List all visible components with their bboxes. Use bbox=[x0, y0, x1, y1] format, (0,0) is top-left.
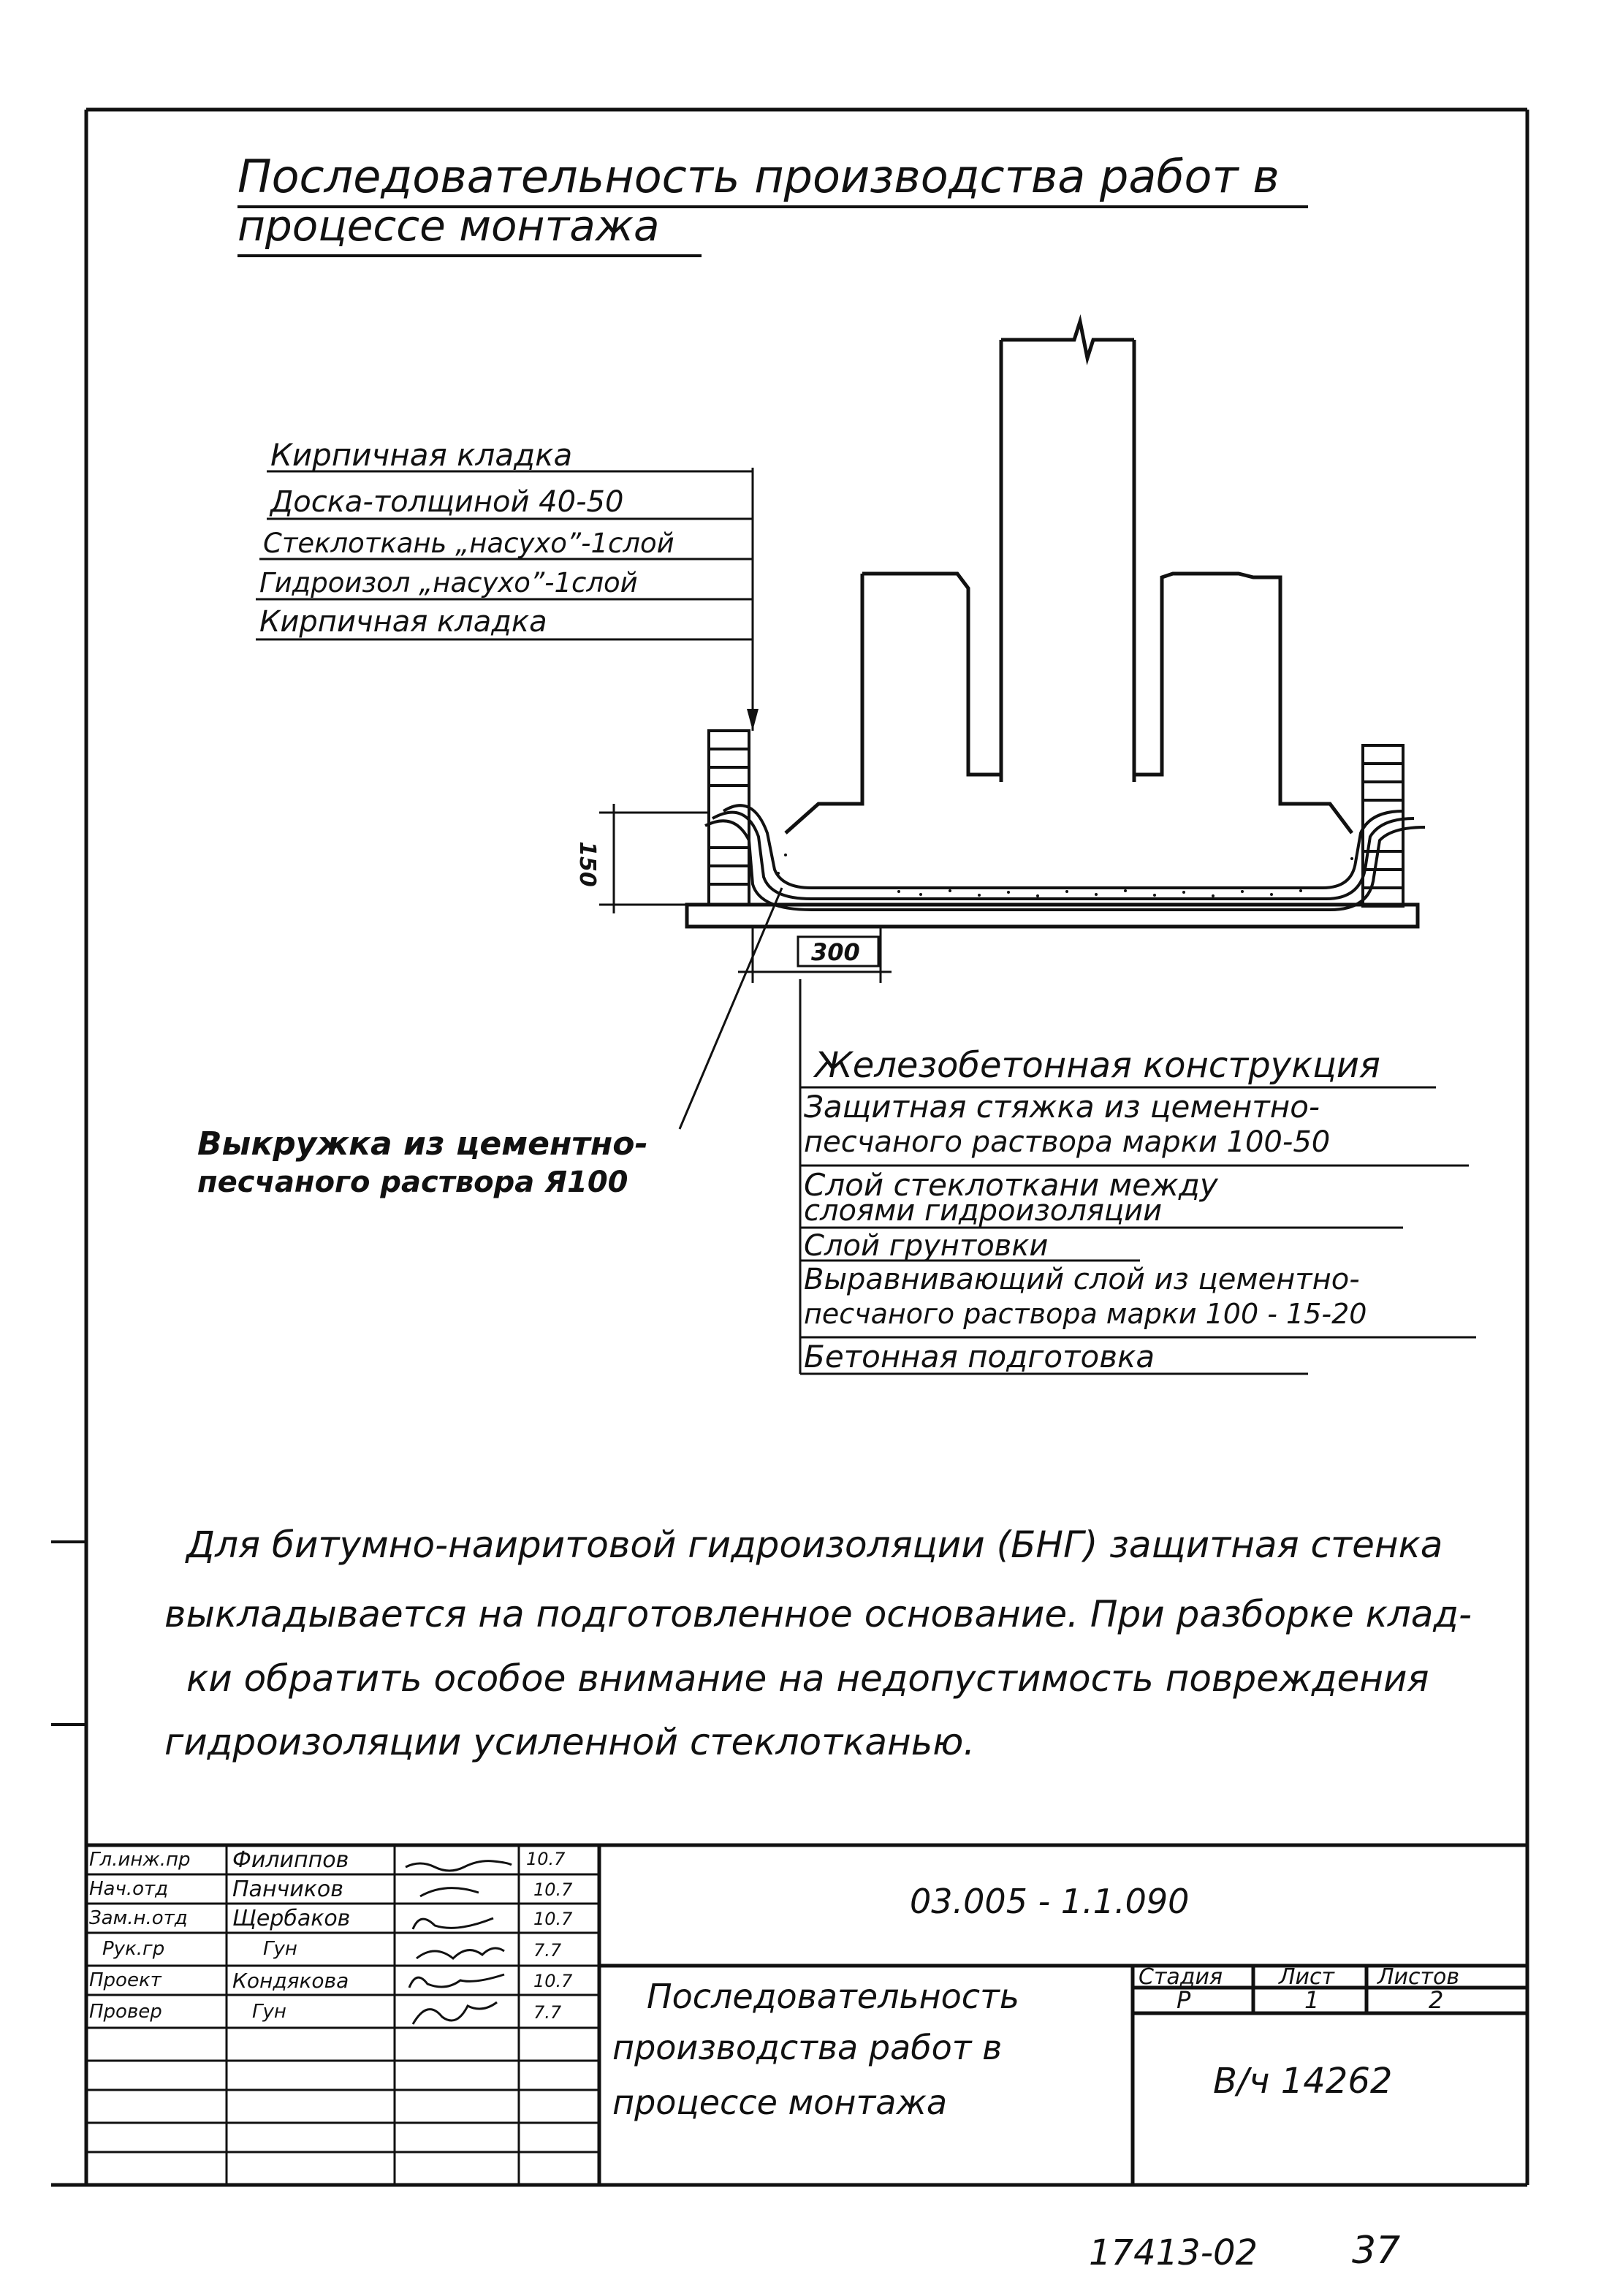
sheets-label: Листов bbox=[1377, 1964, 1460, 1990]
left-label-3: Стеклоткань „насухо”-1слой bbox=[263, 528, 674, 559]
signatures bbox=[406, 1861, 512, 2024]
right-label-3: песчаного раствора марки 100-50 bbox=[804, 1125, 1331, 1159]
leader-arrow bbox=[747, 709, 759, 731]
organization: В/ч 14262 bbox=[1213, 2061, 1393, 2102]
sheet-title-2: производства работ в bbox=[612, 2028, 1003, 2067]
right-label-7: Выравнивающий слой из цементно- bbox=[804, 1263, 1360, 1296]
right-label-9: Бетонная подготовка bbox=[804, 1339, 1155, 1375]
left-label-2: Доска-толщиной 40-50 bbox=[270, 485, 624, 519]
vykruzhka-line2: песчаного раствора Я100 bbox=[197, 1166, 628, 1199]
stamp-date-3: 10.7 bbox=[533, 1909, 573, 1929]
sheets-value: 2 bbox=[1429, 1986, 1444, 2014]
stamp-role-1: Гл.инж.пр bbox=[89, 1849, 191, 1871]
note-line-1: Для битумно-наиритовой гидроизоляции (БНГ) защитная стенка bbox=[186, 1524, 1443, 1566]
stamp-role-4: Рук.гр bbox=[102, 1938, 165, 1960]
stamp-role-5: Проект bbox=[89, 1969, 161, 1991]
note-line-3: ки обратить особое внимание на недопустимость повреждения bbox=[186, 1657, 1429, 1700]
stage-value: Р bbox=[1177, 1986, 1191, 2014]
dimension-150-label: 150 bbox=[574, 841, 600, 887]
note-line-2: выкладывается на подготовленное основание. При разборке клад- bbox=[164, 1593, 1472, 1635]
stamp-role-6: Провер bbox=[89, 2001, 162, 2023]
right-label-6: Слой грунтовки bbox=[804, 1229, 1049, 1263]
page-title-line1: Последовательность производства работ в bbox=[237, 150, 1280, 203]
footer-number: 17413-02 bbox=[1089, 2232, 1258, 2273]
stamp-date-2: 10.7 bbox=[533, 1879, 573, 1900]
left-label-4: Гидроизол „насухо”-1слой bbox=[259, 567, 638, 598]
screed-fill bbox=[777, 854, 1353, 897]
right-label-4: Слой стеклоткани между bbox=[804, 1167, 1218, 1203]
margin-ticks bbox=[51, 1542, 86, 1725]
footing bbox=[786, 574, 1352, 833]
stamp-name-6: Гун bbox=[252, 2001, 286, 2023]
footer-page: 37 bbox=[1352, 2229, 1401, 2273]
stamp-role-2: Нач.отд bbox=[89, 1878, 169, 1900]
sheet-title-1: Последовательность bbox=[647, 1977, 1019, 2016]
stamp-name-3: Щербаков bbox=[232, 1906, 351, 1931]
stamp-name-5: Кондякова bbox=[232, 1969, 349, 1993]
stamp-date-5: 10.7 bbox=[533, 1971, 573, 1991]
stamp-name-2: Панчиков bbox=[232, 1877, 343, 1902]
rc-column bbox=[1001, 322, 1134, 782]
waterproofing-layers bbox=[705, 805, 1425, 910]
vykruzhka-line1: Выкружка из цементно- bbox=[197, 1125, 648, 1163]
right-label-8: песчаного раствора марки 100 - 15-20 bbox=[804, 1298, 1367, 1330]
vykruzhka-leader bbox=[680, 888, 782, 1129]
left-label-1: Кирпичная кладка bbox=[270, 437, 573, 473]
stamp-name-1: Филиппов bbox=[232, 1847, 349, 1873]
right-label-2: Защитная стяжка из цементно- bbox=[804, 1089, 1320, 1125]
page-title-line2: процессе монтажа bbox=[237, 201, 660, 251]
sheet-label: Лист bbox=[1279, 1964, 1335, 1990]
sheet-value: 1 bbox=[1304, 1986, 1320, 2014]
note-line-4: гидроизоляции усиленной стеклотканью. bbox=[164, 1721, 976, 1763]
right-label-5: слоями гидроизоляции bbox=[804, 1194, 1163, 1228]
dimension-150 bbox=[599, 804, 709, 913]
document-code: 03.005 - 1.1.090 bbox=[910, 1882, 1190, 1921]
stamp-name-4: Гун bbox=[263, 1938, 297, 1960]
stamp-date-1: 10.7 bbox=[526, 1849, 566, 1869]
left-label-5: Кирпичная кладка bbox=[259, 605, 547, 639]
stage-label: Стадия bbox=[1139, 1964, 1223, 1990]
stamp-role-3: Зам.н.отд bbox=[89, 1907, 188, 1929]
sheet-title-3: процессе монтажа bbox=[612, 2083, 948, 2122]
stamp-date-6: 7.7 bbox=[533, 2002, 562, 2023]
stamp-date-4: 7.7 bbox=[533, 1940, 562, 1961]
right-label-1: Железобетонная конструкция bbox=[815, 1045, 1380, 1086]
dimension-300-label: 300 bbox=[811, 938, 860, 966]
